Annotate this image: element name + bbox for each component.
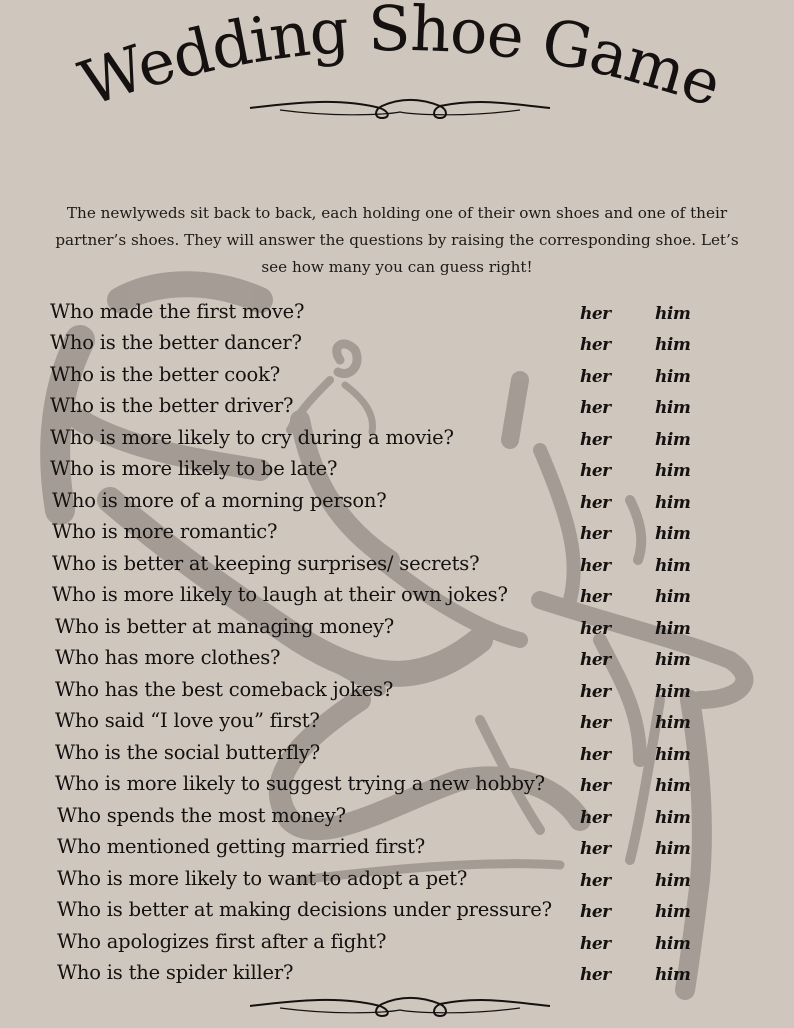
question-row (0, 675, 794, 705)
question-row (0, 297, 794, 327)
answer-him: him (655, 430, 691, 450)
game-instructions: The newlyweds sit back to back, each holding one of their own shoes and one of their partner’s shoes. They will answer the questions by raising the corresponding shoe. Let’s see how many you can guess right! (55, 204, 739, 276)
answer-him: him (655, 713, 691, 733)
answer-her: her (580, 335, 611, 355)
question-text: Who is better at keeping surprises/ secrets? (52, 552, 480, 575)
answer-her: her (580, 965, 611, 985)
question-row (0, 454, 794, 484)
question-text: Who made the first move? (50, 300, 305, 323)
answer-her: her (580, 745, 611, 765)
answer-him: him (655, 650, 691, 670)
question-row (0, 769, 794, 799)
question-row (0, 549, 794, 579)
question-text: Who is the better dancer? (50, 331, 302, 354)
svg-text:Wedding Shoe Game: Wedding Shoe Game (70, 0, 730, 121)
answer-him: him (655, 682, 691, 702)
answer-him: him (655, 902, 691, 922)
question-row (0, 423, 794, 453)
answer-him: him (655, 965, 691, 985)
question-text: Who is more likely to laugh at their own jokes? (52, 583, 508, 606)
answer-her: her (580, 713, 611, 733)
answer-her: her (580, 524, 611, 544)
question-text: Who is the social butterfly? (55, 741, 320, 764)
answer-her: her (580, 461, 611, 481)
question-text: Who is more of a morning person? (52, 489, 387, 512)
question-row (0, 486, 794, 516)
answer-her: her (580, 493, 611, 513)
answer-her: her (580, 587, 611, 607)
question-text: Who is the better cook? (50, 363, 280, 386)
question-text: Who is better at making decisions under pressure? (57, 898, 552, 921)
answer-him: him (655, 524, 691, 544)
question-text: Who is more likely to suggest trying a new hobby? (55, 772, 545, 795)
answer-him: him (655, 556, 691, 576)
answer-her: her (580, 934, 611, 954)
answer-him: him (655, 839, 691, 859)
answer-him: him (655, 871, 691, 891)
question-text: Who is the better driver? (50, 394, 294, 417)
answer-him: him (655, 587, 691, 607)
answer-him: him (655, 619, 691, 639)
answer-him: him (655, 367, 691, 387)
answer-her: her (580, 902, 611, 922)
answer-her: her (580, 398, 611, 418)
answer-him: him (655, 934, 691, 954)
answer-him: him (655, 461, 691, 481)
answer-her: her (580, 808, 611, 828)
question-text: Who mentioned getting married first? (57, 835, 425, 858)
question-row (0, 738, 794, 768)
question-text: Who apologizes first after a fight? (57, 930, 387, 953)
answer-him: him (655, 808, 691, 828)
answer-her: her (580, 871, 611, 891)
question-row (0, 391, 794, 421)
question-row (0, 895, 794, 925)
question-text: Who is better at managing money? (55, 615, 395, 638)
question-text: Who is more romantic? (52, 520, 278, 543)
answer-her: her (580, 619, 611, 639)
question-text: Who has the best comeback jokes? (55, 678, 394, 701)
answer-her: her (580, 839, 611, 859)
question-row (0, 832, 794, 862)
question-text: Who is more likely to want to adopt a pet? (57, 867, 468, 890)
question-row (0, 706, 794, 736)
answer-him: him (655, 335, 691, 355)
question-text: Who has more clothes? (55, 646, 281, 669)
question-row (0, 958, 794, 988)
question-row (0, 580, 794, 610)
question-row (0, 517, 794, 547)
question-row (0, 864, 794, 894)
question-text: Who is more likely to cry during a movie? (50, 426, 454, 449)
question-row (0, 360, 794, 390)
question-row (0, 927, 794, 957)
question-row (0, 328, 794, 358)
answer-him: him (655, 493, 691, 513)
question-row (0, 801, 794, 831)
question-text: Who spends the most money? (57, 804, 346, 827)
answer-her: her (580, 430, 611, 450)
answer-him: him (655, 304, 691, 324)
answer-her: her (580, 682, 611, 702)
answer-him: him (655, 398, 691, 418)
answer-her: her (580, 650, 611, 670)
answer-her: her (580, 367, 611, 387)
answer-her: her (580, 304, 611, 324)
answer-her: her (580, 776, 611, 796)
answer-her: her (580, 556, 611, 576)
question-text: Who is more likely to be late? (50, 457, 338, 480)
question-text: Who said “I love you” first? (55, 709, 320, 732)
question-text: Who is the spider killer? (57, 961, 294, 984)
answer-him: him (655, 745, 691, 765)
question-row (0, 612, 794, 642)
bottom-flourish (240, 990, 560, 1024)
question-row (0, 643, 794, 673)
answer-him: him (655, 776, 691, 796)
